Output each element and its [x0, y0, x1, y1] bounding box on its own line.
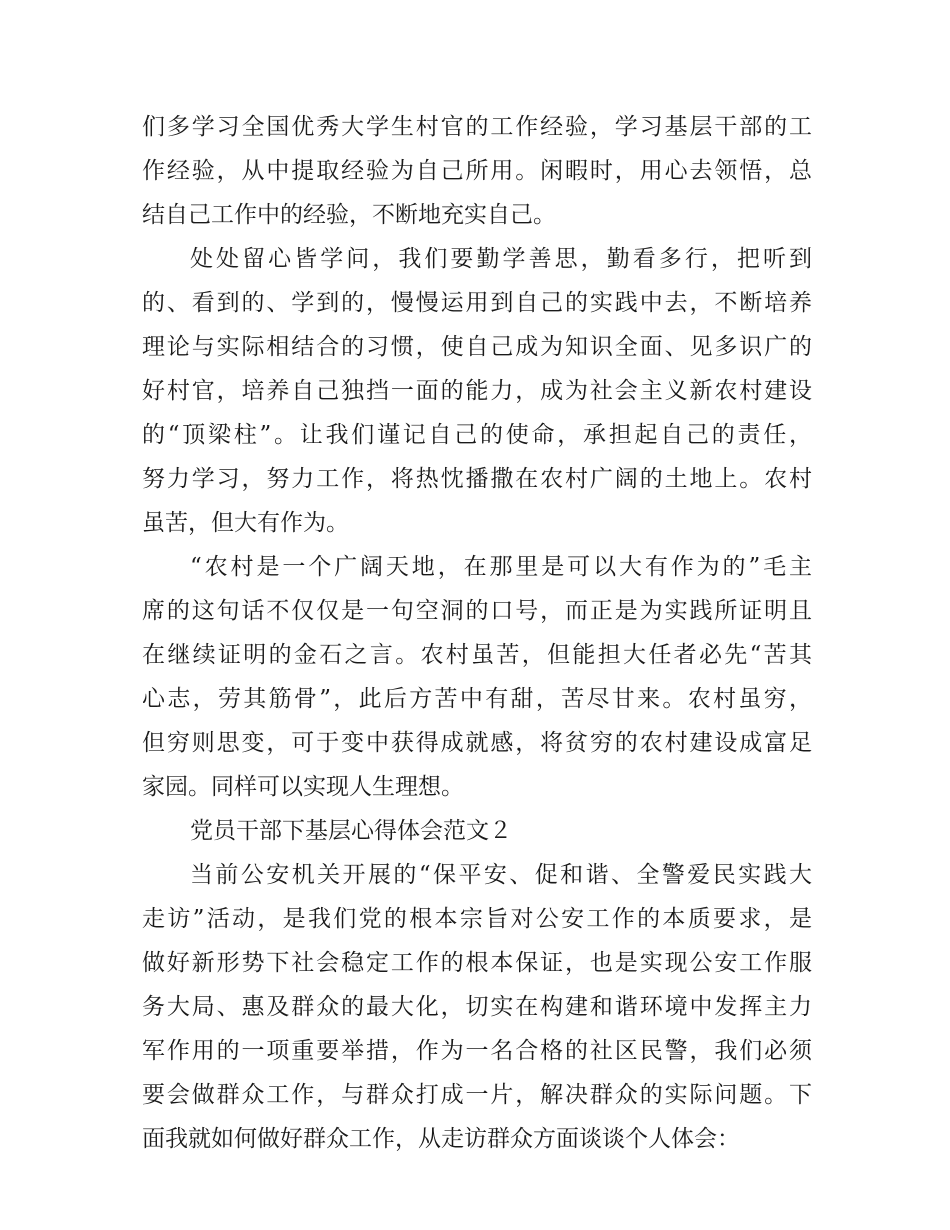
text-line: 努力学习，努力工作，将热忱播撒在农村广阔的土地上。农村 [142, 466, 812, 492]
text-line: 但穷则思变，可于变中获得成就感，将贫穷的农村建设成富足 [142, 730, 812, 756]
text-line: 务大局、惠及群众的最大化，切实在构建和谐环境中发挥主力 [142, 994, 812, 1020]
text-line: 好村官，培养自己独挡一面的能力，成为社会主义新农村建设 [142, 378, 812, 404]
text-line: 作经验，从中提取经验为自己所用。闲暇时，用心去领悟，总 [142, 158, 812, 184]
text-line: 的、看到的、学到的，慢慢运用到自己的实践中去，不断培养 [142, 290, 812, 316]
paragraph-start-line: 当前公安机关开展的“保平安、促和谐、全警爱民实践大 [190, 862, 812, 888]
text-line: 家园。同样可以实现人生理想。 [142, 774, 464, 800]
paragraph-start-line: “农村是一个广阔天地，在那里是可以大有作为的”毛主 [190, 554, 812, 580]
text-line: 席的这句话不仅仅是一句空洞的口号，而正是为实践所证明且 [142, 598, 812, 624]
text-line: 面我就如何做好群众工作，从走访群众方面谈谈个人体会： [142, 1126, 740, 1152]
text-line: 在继续证明的金石之言。农村虽苦，但能担大任者必先“苦其 [142, 642, 812, 668]
text-line: 做好新形势下社会稳定工作的根本保证，也是实现公安工作服 [142, 950, 812, 976]
paragraph-start-line: 处处留心皆学问，我们要勤学善思，勤看多行，把听到 [190, 246, 812, 272]
text-line: 的“顶梁柱”。让我们谨记自己的使命，承担起自己的责任， [142, 422, 812, 448]
text-line: 军作用的一项重要举措，作为一名合格的社区民警，我们必须 [142, 1038, 812, 1064]
text-line: 们多学习全国优秀大学生村官的工作经验，学习基层干部的工 [142, 114, 812, 140]
text-line: 走访”活动，是我们党的根本宗旨对公安工作的本质要求，是 [142, 906, 812, 932]
text-line: 理论与实际相结合的习惯，使自己成为知识全面、见多识广的 [142, 334, 812, 360]
text-line: 心志，劳其筋骨”，此后方苦中有甜，苦尽甘来。农村虽穷， [142, 686, 812, 712]
text-line: 虽苦，但大有作为。 [142, 510, 349, 536]
text-line: 要会做群众工作，与群众打成一片，解决群众的实际问题。下 [142, 1082, 812, 1108]
text-line: 结自己工作中的经验，不断地充实自己。 [142, 202, 556, 228]
section-heading: 党员干部下基层心得体会范文２ [190, 818, 512, 844]
